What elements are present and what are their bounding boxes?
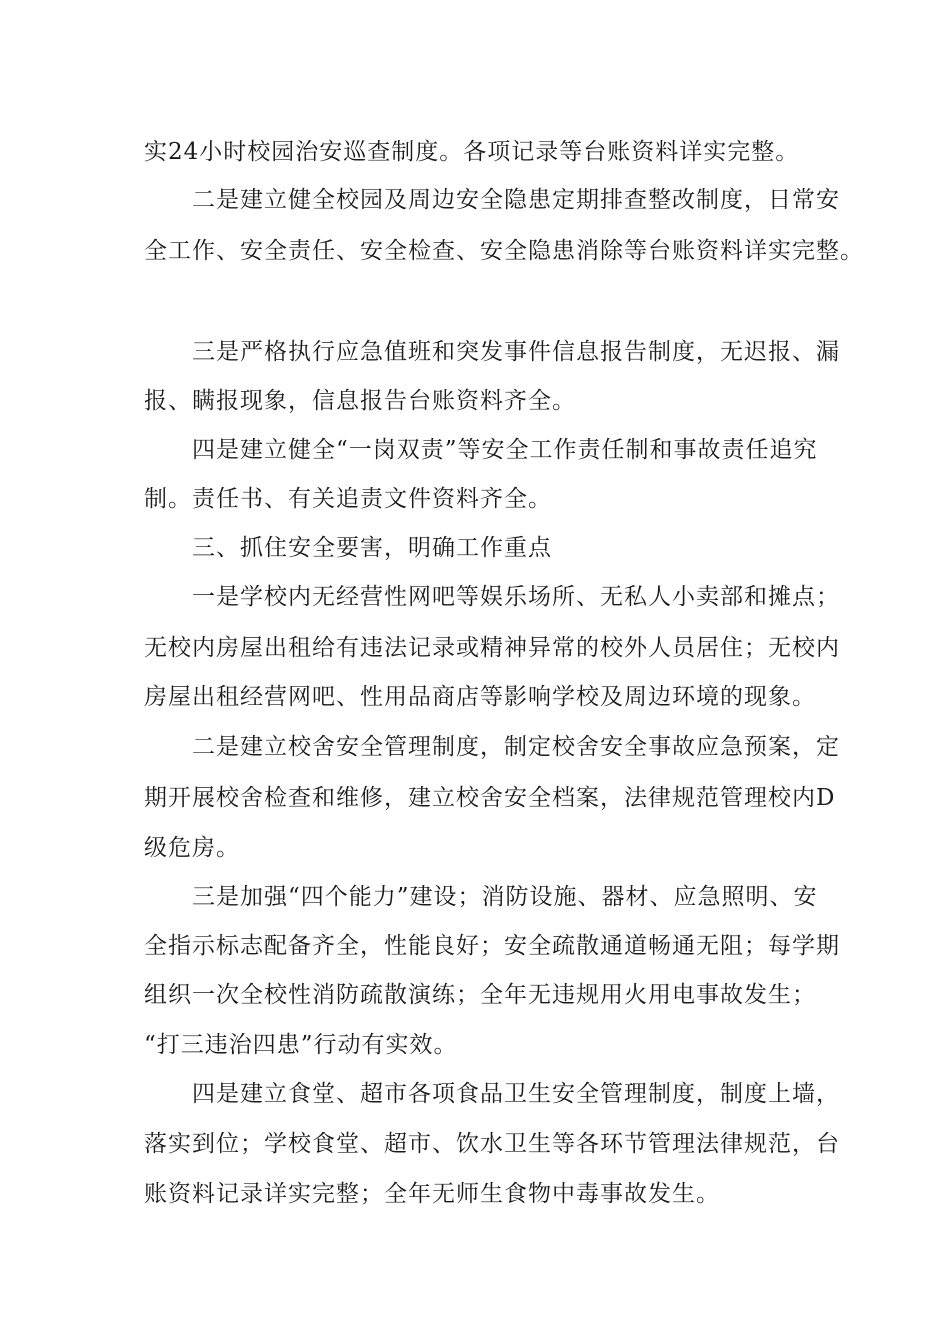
text-line: 全工作、安全责任、安全检查、安全隐患消除等台账资料详实完整。 xyxy=(144,238,864,264)
text-line: 无校内房屋出租给有违法记录或精神异常的校外人员居住；无校内 xyxy=(144,635,840,661)
text-line: 全指示标志配备齐全，性能良好；安全疏散通道畅通无阻；每学期 xyxy=(144,933,840,959)
paragraph-start: 一是学校内无经营性网吧等娱乐场所、无私人小卖部和摊点； xyxy=(192,584,840,610)
paragraph-start: 四是建立健全“一岗双责”等安全工作责任制和事故责任追究 xyxy=(192,437,818,463)
text-line: 期开展校舍检查和维修，建立校舍安全档案，法律规范管理校内D xyxy=(144,785,836,811)
paragraph-start: 三是严格执行应急值班和突发事件信息报告制度，无迟报、漏 xyxy=(192,339,840,365)
paragraph-start: 四是建立食堂、超市各项食品卫生安全管理制度，制度上墙， xyxy=(192,1081,840,1107)
section-heading: 三、抓住安全要害，明确工作重点 xyxy=(192,535,552,561)
paragraph-start: 二是建立健全校园及周边安全隐患定期排查整改制度，日常安 xyxy=(192,187,840,213)
text-line: 组织一次全校性消防疏散演练；全年无违规用火用电事故发生； xyxy=(144,982,816,1008)
text-line: 落实到位；学校食堂、超市、饮水卫生等各环节管理法律规范，台 xyxy=(144,1131,840,1157)
text-line: 实24小时校园治安巡查制度。各项记录等台账资料详实完整。 xyxy=(144,139,800,165)
paragraph-start: 二是建立校舍安全管理制度，制定校舍安全事故应急预案，定 xyxy=(192,734,840,760)
text-line: 账资料记录详实完整；全年无师生食物中毒事故发生。 xyxy=(144,1181,720,1207)
text-line: 制。责任书、有关追责文件资料齐全。 xyxy=(144,486,552,512)
text-line: 级危房。 xyxy=(144,835,240,861)
text-line: 报、瞒报现象，信息报告台账资料齐全。 xyxy=(144,388,576,414)
text-line: “打三违治四患”行动有实效。 xyxy=(144,1032,458,1058)
text-line: 房屋出租经营网吧、性用品商店等影响学校及周边环境的现象。 xyxy=(144,684,816,710)
paragraph-start: 三是加强“四个能力”建设；消防设施、器材、应急照明、安 xyxy=(192,884,818,910)
